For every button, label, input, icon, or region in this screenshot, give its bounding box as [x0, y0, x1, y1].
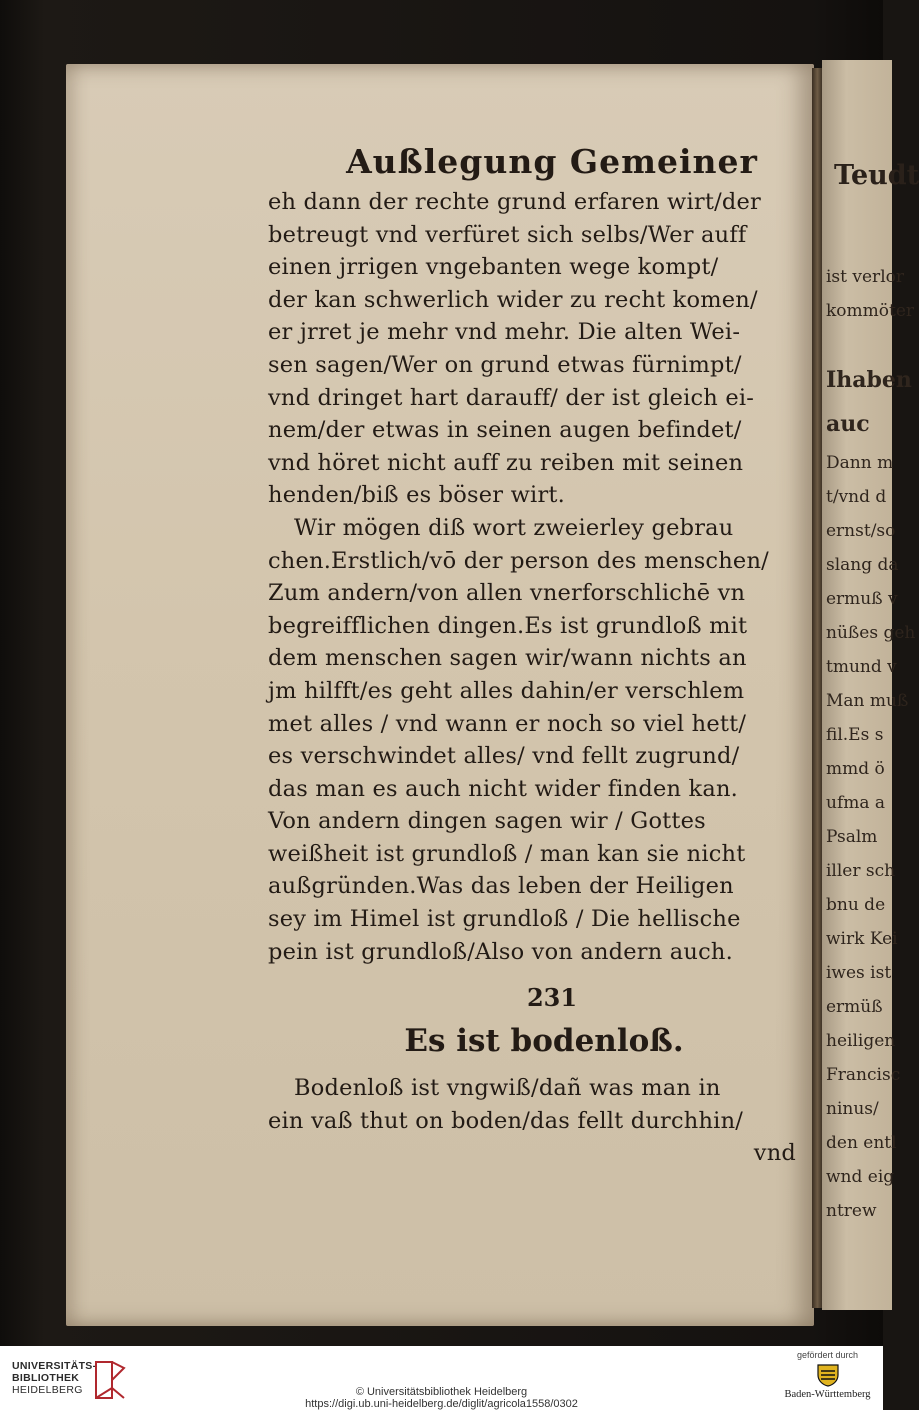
text-line: eh dann der rechte grund erfaren wirt/der: [268, 189, 761, 215]
next-page-header: Teudt: [834, 160, 919, 191]
text-line: dem menschen sagen wir/wann nichts an: [268, 645, 747, 672]
next-page-line: wnd eig: [826, 1167, 895, 1187]
text-line: pein ist grundloß/Also von andern auch.: [268, 938, 733, 965]
next-page-line: auc: [826, 411, 870, 437]
next-page-line: t/vnd d: [826, 487, 887, 507]
next-page-line: ufma a: [826, 793, 886, 813]
page-text: [268, 138, 796, 1170]
next-page-line: Francisc: [826, 1065, 901, 1085]
next-page-line: Dann m: [826, 453, 894, 473]
catchword: vnd: [753, 1140, 796, 1167]
funded-by-label: gefördert durch: [796, 1350, 859, 1360]
text-line: met alles / vnd wann er noch so viel hett/: [268, 710, 747, 737]
text-line: vnd dringet hart darauff/ der ist gleich ei-: [268, 384, 755, 411]
next-page-spacer: [826, 328, 906, 358]
next-page-line: den entl: [826, 1133, 897, 1153]
next-page-line: bnu de: [826, 895, 886, 915]
next-page-line: Man muß: [826, 691, 909, 711]
next-page-line: ernst/so: [826, 521, 896, 541]
next-page-line: ntrew: [826, 1201, 877, 1221]
next-page-line: iller sch: [826, 861, 896, 881]
next-page-line: ninus/: [826, 1099, 879, 1119]
next-page-line: Ihaben: [826, 367, 912, 393]
text-line: henden/biß es böser wirt.: [268, 482, 566, 509]
text-line: einen jrrigen vngebanten wege kompt/: [268, 254, 719, 281]
library-name-line3: HEIDELBERG: [12, 1384, 83, 1396]
next-page-line: ermüß: [826, 997, 883, 1017]
text-line: begreifflichen dingen.Es ist grundloß mit: [268, 612, 748, 639]
next-page-line: mmd ö: [826, 759, 885, 779]
text-line: Zum andern/von allen vnerforschlichē vn: [268, 580, 746, 607]
text-line: chen.Erstlich/vō der person des menschen/: [268, 547, 769, 574]
text-line: vnd höret nicht auff zu reiben mit seinen: [268, 449, 744, 476]
text-line: sey im Himel ist grundloß / Die hellische: [268, 906, 741, 933]
next-page-line: slang da: [826, 555, 899, 575]
library-name-line2: BIBLIOTHEK: [12, 1372, 80, 1384]
next-page-line: ermuß v: [826, 589, 898, 609]
library-name-line1: UNIVERSITÄTS-: [12, 1360, 97, 1372]
permalink-url[interactable]: https://digi.ub.uni-heidelberg.de/diglit/agricola1558/0302: [305, 1398, 578, 1410]
text-line: der kan schwerlich wider zu recht komen/: [268, 286, 758, 313]
next-page-line: nüßes geh: [826, 623, 916, 643]
text-line: ein vaß thut on boden/das fellt durchhin/: [268, 1107, 744, 1134]
text-line: betreugt vnd verfüret sich selbs/Wer auff: [268, 221, 747, 248]
text-line: Bodenloß ist vngwiß/dañ was man in: [294, 1075, 721, 1102]
text-line: er jrret je mehr vnd mehr. Die alten Wei-: [268, 319, 741, 346]
next-page-line: heiligen: [826, 1031, 896, 1051]
next-page-line: fil.Es s: [826, 725, 884, 745]
funder-block[interactable]: [780, 1350, 875, 1400]
text-line: Von andern dingen sagen wir / Gottes: [268, 808, 706, 835]
next-page-line: wirk Kei: [826, 929, 898, 949]
next-page-line: iwes ist: [826, 963, 892, 983]
text-line: sen sagen/Wer on grund etwas fürnimpt/: [268, 351, 742, 378]
text-line: jm hilfft/es geht alles dahin/er verschlem: [268, 677, 745, 704]
next-page-lines: [826, 260, 916, 1228]
next-page-line: tmund v: [826, 657, 897, 677]
next-page-line: ist verlor: [826, 267, 904, 287]
next-page-edge: [822, 60, 919, 1310]
text-line: das man es auch nicht wider finden kan.: [268, 775, 738, 802]
next-page-line: kommöter: [826, 301, 915, 321]
text-line: Wir mögen diß wort zweierley gebrau: [294, 514, 734, 541]
text-line: es verschwindet alles/ vnd fellt zugrund/: [268, 743, 740, 770]
coat-of-arms-icon: [815, 1363, 841, 1387]
text-line: außgründen.Was das leben der Heiligen: [268, 873, 734, 900]
copyright-notice: © Universitätsbibliothek Heidelberg: [355, 1386, 528, 1398]
running-head: Außlegung Gemeiner: [346, 142, 758, 181]
next-page-line: Psalm: [826, 827, 878, 847]
text-line: nem/der etwas in seinen augen befindet/: [268, 417, 742, 444]
text-line: weißheit ist grundloß / man kan sie nicht: [268, 840, 746, 867]
section-heading: Es ist bodenloß.: [404, 1023, 684, 1060]
funder-name: Baden-Württemberg: [784, 1389, 871, 1400]
viewer-footer: [0, 1346, 883, 1410]
section-number: 231: [526, 983, 578, 1013]
